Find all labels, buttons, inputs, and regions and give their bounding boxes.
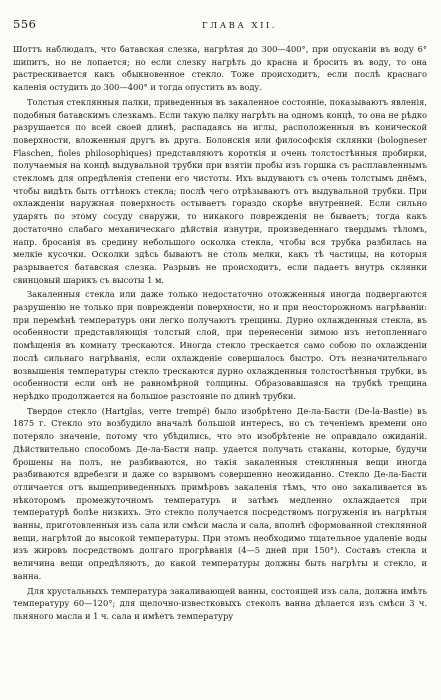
paragraph: Толстыя стеклянныя палки, приведенныя въ закаленное состояніе, показываютъ явленія, подобныя батавскимъ слезкамъ. Если такую палку нагрѣть на одномъ концѣ, то она не рѣдко разрушается по всей своей длинѣ, распадаясь на иглы, расположенныя въ конической поверхности, вложенныя другъ въ друга. Болонскія или философскія склянки (bologneser Flaschen, fioles philosophiques) представляютъ короткія и очень толстостѣнныя пробирки, получаемыя на концѣ выдувальной трубки при взятіи пробы изъ горшка съ расплавленнымъ стекломъ для опредѣленія степени его чистоты. Ихъ выдуваютъ съ очень толстымъ днёмъ, чтобы видѣть быть оттѣнокъ стекла; послѣ чего отрѣзываютъ отъ выдувальной трубки. При охлажденіи наружная поверхность остываетъ гораздо скорѣе внутренней. Если сильно ударять по этому сосуду снаружи, то никакого поврежденія не бываетъ; тогда какъ достаточно слабаго механическаго дѣйствія изнутри, произведеннаго твердымъ тѣломъ, напр. бросанія въ средину небольшого осколка стекла, чтобы вся трубка разбилась на мелкіе кусочки. Осколки здѣсь бываютъ не столь мелки, какъ тѣ частицы, на которыя разрывается батавская слезка. Разрывъ не происходитъ, если падаетъ внутрь склянки свинцовый шарикъ съ высоты 1 м.: [13, 96, 427, 285]
running-head: ГЛАВА XII.: [201, 21, 277, 31]
paragraph: Шоттъ наблюдалъ, что батавская слезка, нагрѣтая до 300—400°, при опусканіи въ воду 6° шипитъ, но не лопается; но если слезку нагрѣть до красна и бросить въ воду, то она растрескивается какъ обыкновенное стекло. Тоже происходитъ, если послѣ краснаго каленія остудить до 300—400° и тогда опустить въ воду.: [13, 44, 427, 93]
paragraph: Закаленныя стекла или даже только недостаточно отожженныя иногда подвергаются разрушенію не только при поврежденіи поверхности, но и при неосторожномъ нагрѣваніи: при перемѣнѣ температуръ они легко получаютъ трещины. Дурно охлажденныя стекла, въ особенности представляющія толстый слой, при перенесеніи зимою изъ нетопленнаго помѣщенія въ комнату трескаются. Иногда стекло трескается само собою по охлажденіи послѣ сильнаго нагрѣванія, если охлажденіе совершалось быстро. Отъ незначительнаго возвышенія температуры стекло трескаются дурно охлажденныя толстостѣнныя трубки, въ особенности если онѣ не равномѣрной толщины. Образовавшаяся на трубкѣ трещина нерѣдко продолжается на большое разстояніе по длинѣ трубки.: [13, 289, 427, 401]
page-body: [13, 43, 427, 623]
page-number: 556: [13, 17, 37, 31]
paragraph: Твердое стекло (Hartglas, verre trempé) было изобрѣтено Де-ла-Басти (De-la-Bastie) въ 1875 г. Стекло это возбудило вначалѣ большой интересъ, но съ теченіемъ времени оно потеряло значеніе, потому что убѣдились, что это изобрѣтеніе не оправдало ожиданій. Дѣйствительно способомъ Де-ла-Басти напр. удается получать стаканы, которые, будучи брошены на полъ, не разбиваются, но такія закаленныя стеклянныя вещи иногда разбиваются вдребезги и даже со взрывомъ совершенно неожиданно. Стекло Де-ла-Басти отличается отъ вышеприведенныхъ примѣровъ закаленія тѣмъ, что оно закаливается въ нѣкоторомъ промежуточномъ температуръ и затѣмъ медленно охлаждается при температурѣ болѣе низкихъ. Это стекло получается посредствомъ погруженія въ нагрѣтыя ванны, приготовленныя изъ сала или смѣси масла и сала, вполнѣ сформованной стеклянной вещи, нагрѣтой до высокой температуры. При этомъ необходимо тщательное удаленіе воды изъ жировъ посредствомъ долгаго прогрѣванія (4—5 дней при 150°). Составъ стекла и величина вещи опредѣляютъ, до какой температуры должны быть нагрѣты и стекло, и ванна.: [13, 405, 427, 581]
page-header: [13, 17, 427, 33]
paragraph: Для хрустальныхъ температура закаливающей ванны, состоящей изъ сала, должна имѣть температуру 60—120°; для щелочно-известковыхъ стеколъ ванна дѣлается изъ смѣси 3 ч. льняного масла и 1 ч. сала и имѣетъ температуру: [13, 585, 427, 621]
